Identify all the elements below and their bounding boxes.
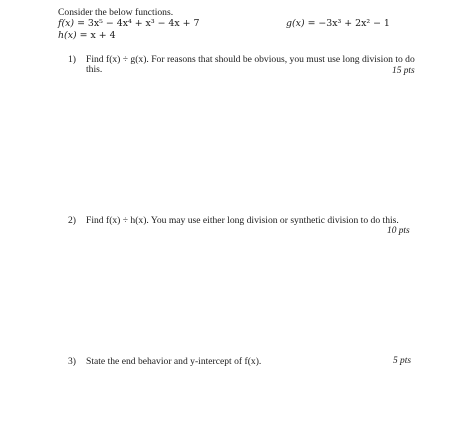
function-h [58,30,116,41]
function-g [286,18,390,29]
problem-2-number: 2) [68,215,76,226]
problem-2-points: 10 pts [387,226,410,236]
function-f-name: f(x) [58,18,75,29]
problem-1-number: 1) [68,54,76,65]
function-g-name: g(x) [286,18,305,29]
problem-3-points: 5 pts [393,356,411,366]
problem-1-text: Find f(x) ÷ g(x). For reasons that should be obvious, you must use long division to do [86,54,415,65]
problem-1-points: 15 pts [392,66,415,76]
function-f-expression: = 3x⁵ − 4x⁴ + x³ − 4x + 7 [77,18,200,29]
function-h-name: h(x) [58,30,77,41]
problem-1-text-continued: this. [86,64,103,75]
function-g-expression: = −3x³ + 2x² − 1 [307,18,390,29]
problem-3-number: 3) [68,356,76,367]
problem-3-text: State the end behavior and y-intercept of f(x). [86,356,262,367]
intro-text: Consider the below functions. [58,7,174,18]
problem-2-text: Find f(x) ÷ h(x). You may use either long division or synthetic division to do this. [86,215,399,226]
function-f [58,18,199,29]
function-h-expression: = x + 4 [79,30,116,41]
